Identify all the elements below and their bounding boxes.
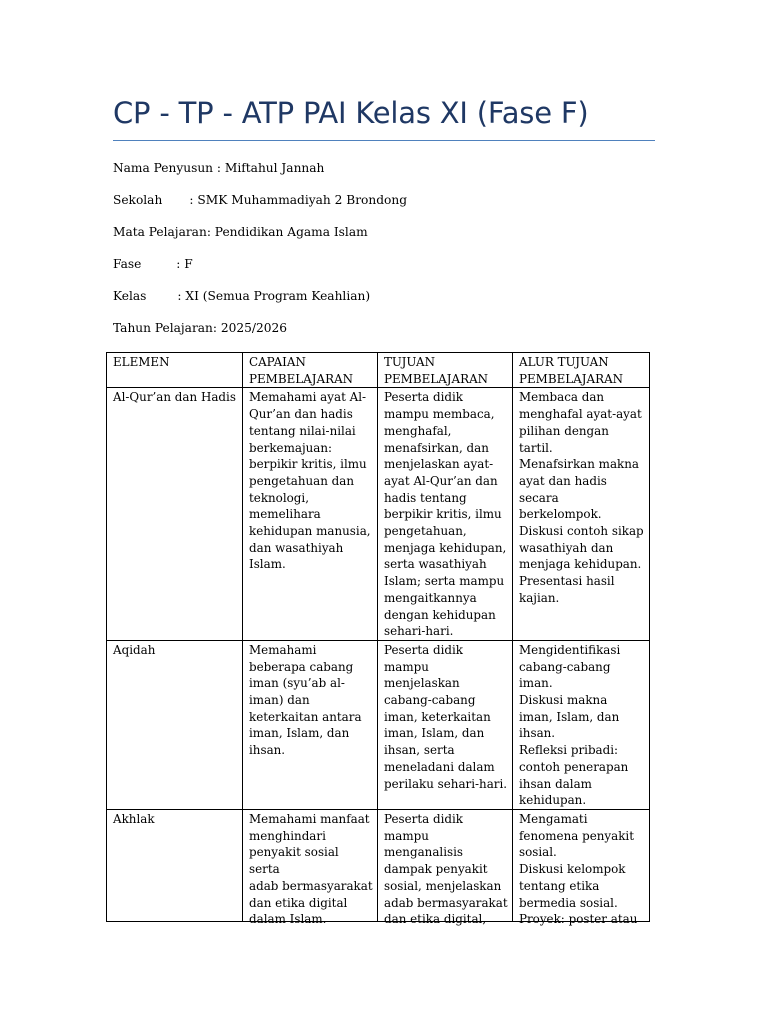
meta-label: Nama Penyusun	[113, 161, 214, 175]
meta-separator: :	[141, 257, 185, 271]
meta-value: SMK Muhammadiyah 2 Brondong	[197, 193, 408, 207]
meta-nama-penyusun	[113, 160, 324, 176]
header-elemen: ELEMEN	[107, 353, 243, 388]
table-row	[107, 640, 650, 809]
meta-label: Kelas	[113, 289, 147, 303]
cell-capaian: Memahami beberapa cabang iman (syu’ab al- iman) dan keterkaitan antara iman, Islam, dan ihsan.	[243, 640, 378, 809]
meta-value: Pendidikan Agama Islam	[214, 225, 368, 239]
cell-capaian: Memahami ayat Al- Qur’an dan hadis tentang nilai-nilai berkemajuan: berpikir kritis, ilmu pengetahuan dan teknologi, memelihara kehidupan manusia, dan wasathiyah Islam.	[243, 388, 378, 641]
header-capaian-pembelajaran: CAPAIAN PEMBELAJARAN	[243, 353, 378, 388]
meta-tahun-pelajaran	[113, 320, 287, 336]
meta-mata-pelajaran	[113, 224, 368, 240]
title-underline	[113, 140, 655, 141]
table-row	[107, 809, 650, 921]
cell-elemen: Al-Qur’an dan Hadis	[107, 388, 243, 641]
cell-elemen: Aqidah	[107, 640, 243, 809]
cell-capaian: Memahami manfaat menghindari penyakit sosial serta adab bermasyarakat dan etika digital dalam Islam.	[249, 811, 373, 927]
cell-capaian-wrap	[243, 809, 378, 927]
cell-alur: Mengidentifikasi cabang-cabang iman. Diskusi makna iman, Islam, dan ihsan. Refleksi pribadi: contoh penerapan ihsan dalam kehidupan.	[513, 640, 650, 809]
meta-label: Mata Pelajaran	[113, 225, 207, 239]
cell-alur: Membaca dan menghafal ayat-ayat pilihan dengan tartil. Menafsirkan makna ayat dan hadis secara berkelompok. Diskusi contoh sikap wasathiyah dan menjaga kehidupan. Presentasi hasil kajian.	[513, 388, 650, 641]
cell-tujuan-wrap	[378, 809, 513, 927]
cell-tujuan: Peserta didik mampu membaca, menghafal, menafsirkan, dan menjelaskan ayat- ayat Al-Qur’an dan hadis tentang berpikir kritis, ilmu pengetahuan, menjaga kehidupan, serta wasathiyah Islam; serta mampu mengaitkannya dengan kehidupan sehari-hari.	[378, 388, 513, 641]
header-tujuan-pembelajaran: TUJUAN PEMBELAJARAN	[378, 353, 513, 388]
meta-separator: :	[146, 289, 186, 303]
cell-elemen: Akhlak	[113, 811, 155, 826]
cell-tujuan: Peserta didik mampu menganalisis dampak penyakit sosial, menjelaskan adab bermasyarakat dan etika digital,	[384, 811, 508, 927]
atp-table	[106, 352, 650, 927]
meta-value: XI (Semua Program Keahlian)	[185, 289, 371, 303]
table-header-row	[107, 353, 650, 388]
meta-label: Sekolah	[113, 193, 163, 207]
meta-label: Fase	[113, 257, 142, 271]
cell-elemen-wrap	[107, 809, 243, 921]
meta-value: Miftahul Jannah	[224, 161, 325, 175]
table-row	[107, 388, 650, 641]
meta-value: F	[184, 257, 193, 271]
document-title: CP - TP - ATP PAI Kelas XI (Fase F)	[113, 96, 589, 130]
meta-kelas	[113, 288, 370, 304]
header-alur-tujuan-pembelajaran: ALUR TUJUAN PEMBELAJARAN	[513, 353, 650, 388]
cell-alur-wrap	[513, 809, 650, 927]
meta-separator: :	[213, 161, 225, 175]
meta-separator: :	[206, 225, 215, 239]
meta-fase	[113, 256, 193, 272]
cell-alur: Mengamati fenomena penyakit sosial. Diskusi kelompok tentang etika bermedia sosial. Proyek: poster atau	[519, 811, 638, 927]
meta-separator: :	[212, 321, 221, 335]
meta-separator: :	[162, 193, 198, 207]
meta-value: 2025/2026	[220, 321, 288, 335]
cell-tujuan: Peserta didik mampu menjelaskan cabang-cabang iman, keterkaitan iman, Islam, dan ihsan, serta meneladani dalam perilaku sehari-hari.	[378, 640, 513, 809]
meta-label: Tahun Pelajaran	[113, 321, 213, 335]
meta-sekolah	[113, 192, 407, 208]
